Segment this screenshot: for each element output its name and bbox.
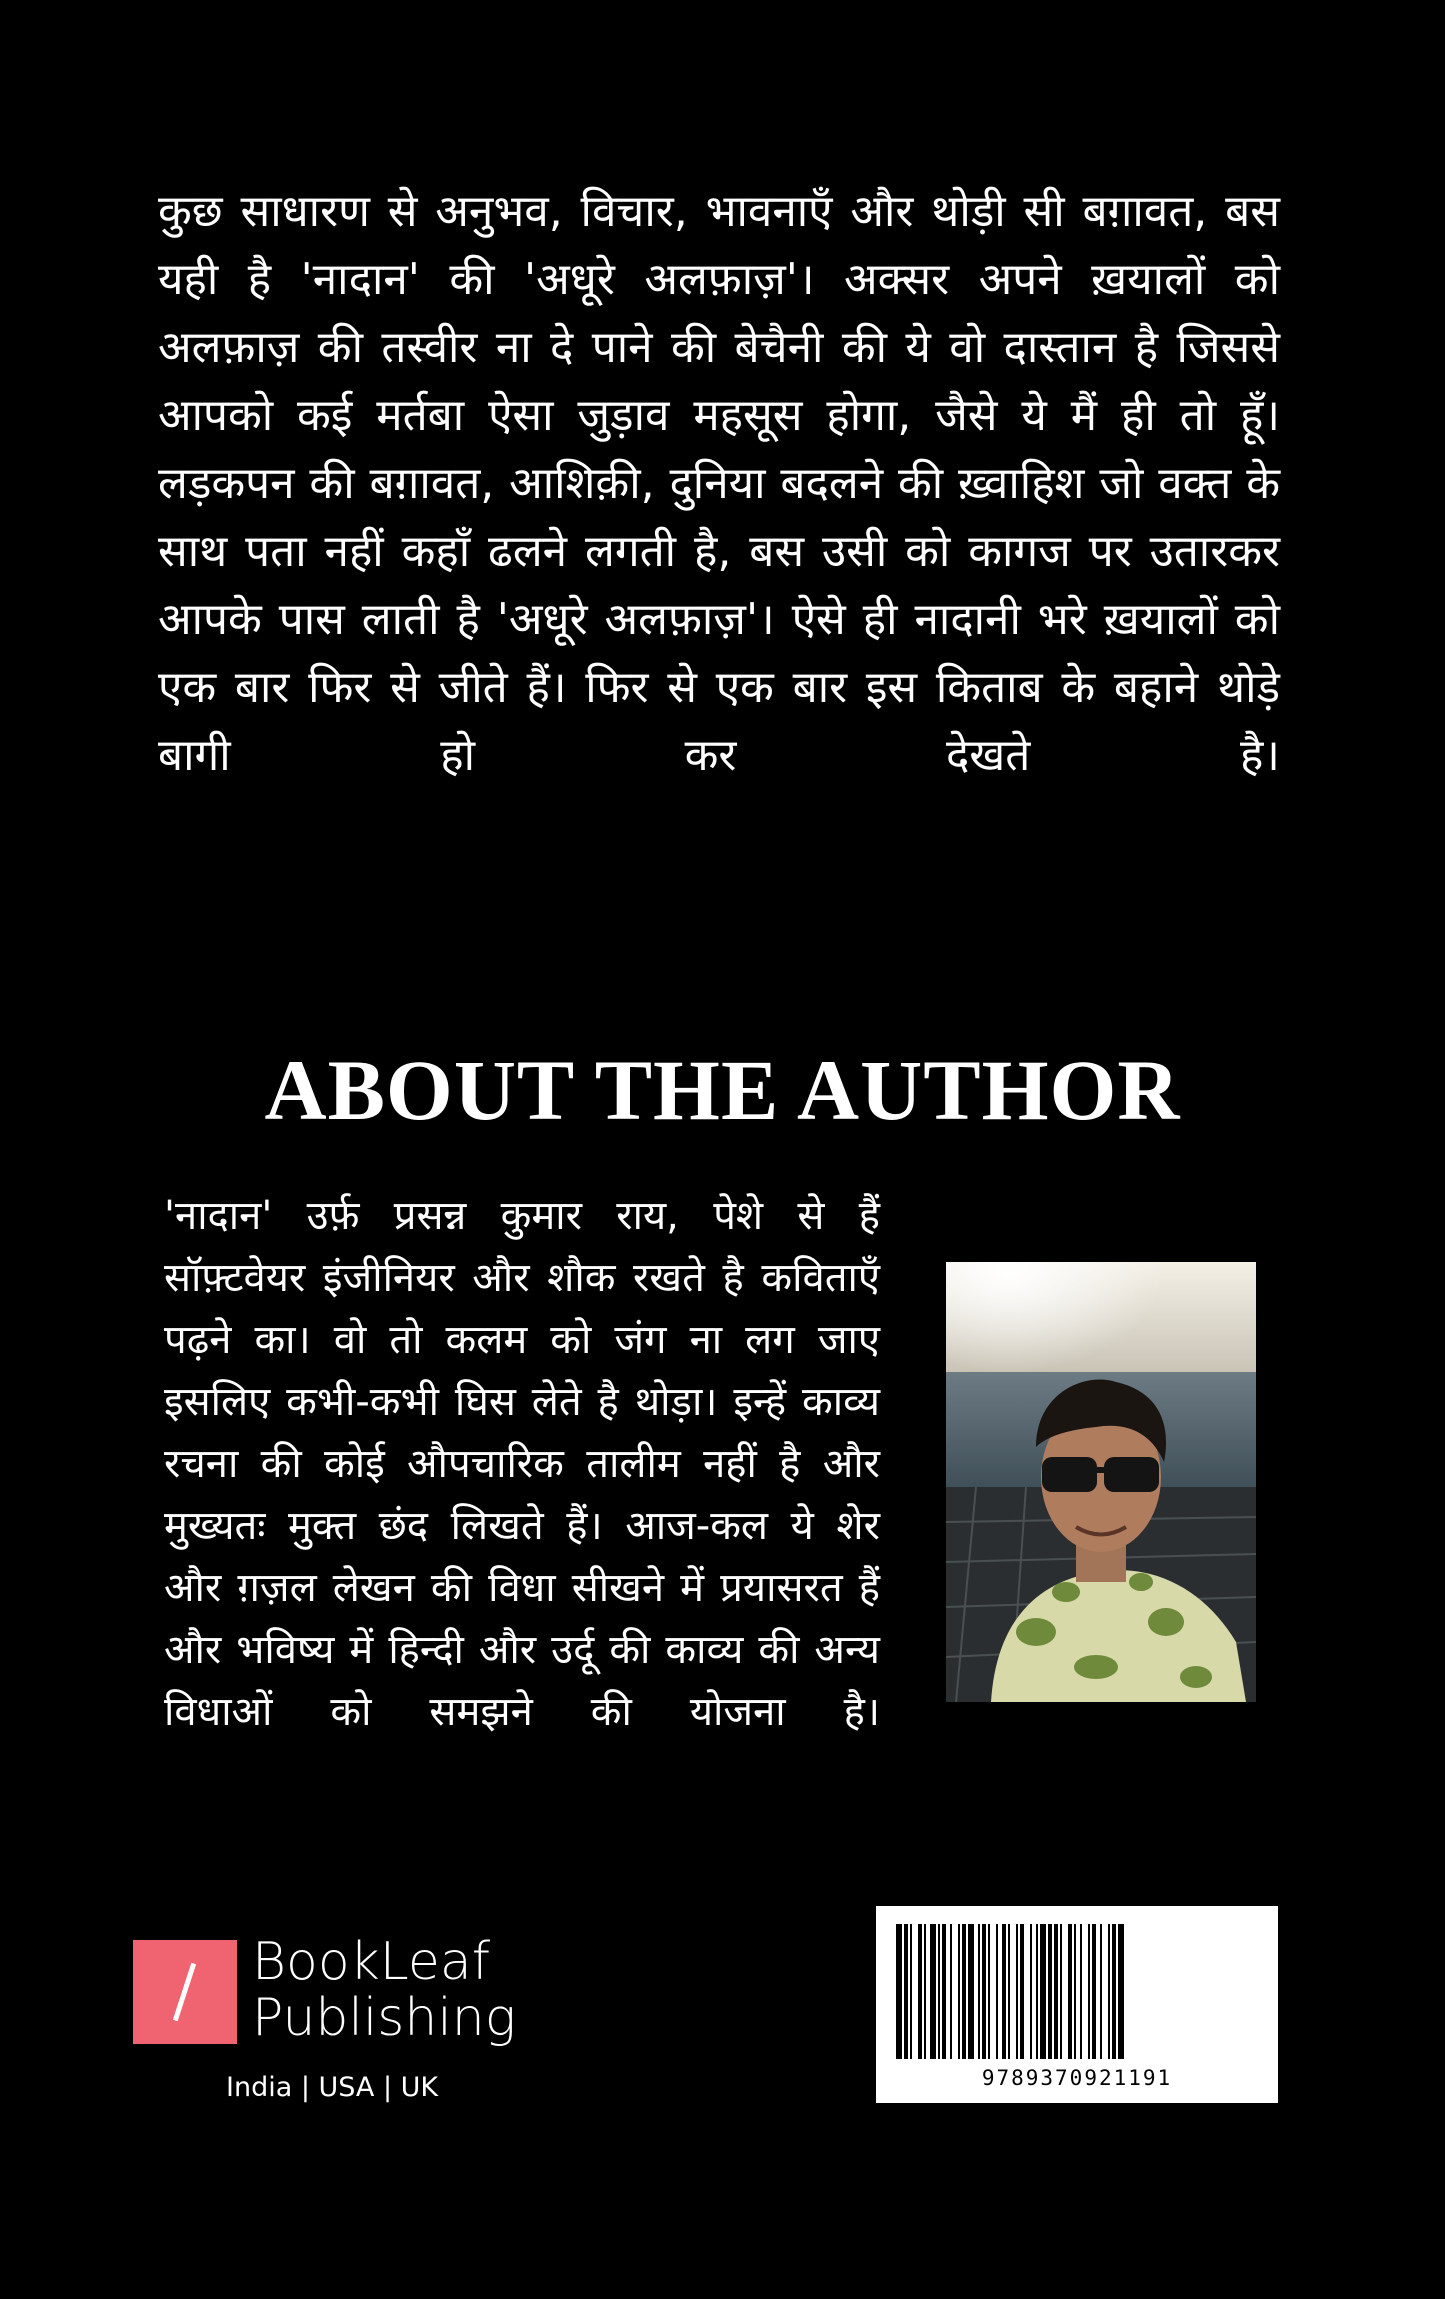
author-bio: 'नादान' उर्फ़ प्रसन्न कुमार राय, पेशे से हैं सॉफ़्टवेयर इंजीनियर और शौक रखते है कविताएँ पढ़ने का। वो तो कलम को जंग ना लग जाए इसलिए कभी-कभी घिस लेते है थोड़ा। इन्हें काव्य रचना की कोई औपचारिक तालीम नहीं है और मुख्यतः मुक्त छंद लिखते हैं। आज-कल ये शेर और ग़ज़ल लेखन की विधा सीखने में प्रयासरत हैं और भविष्य में हिन्दी और उर्दू की काव्य की अन्य विधाओं को समझने की योजना है। [164, 1193, 880, 1735]
book-blurb: कुछ साधारण से अनुभव, विचार, भावनाएँ और थोड़ी सी बग़ावत, बस यही है 'नादान' की 'अधूरे अलफ़ाज़'। अक्सर अपने ख़यालों को अलफ़ाज़ की तस्वीर ना दे पाने की बेचैनी की ये वो दास्तान है जिससे आपको कई मर्तबा ऐसा जुड़ाव महसूस होगा, जैसे ये मैं ही तो हूँ। लड़कपन की बग़ावत, आशिक़ी, दुनिया बदलने की ख़्वाहिश जो वक्त के साथ पता नहीं कहाँ ढलने लगती है, बस उसी को कागज पर उतारकर आपके पास लाती है 'अधूरे अलफ़ाज़'। ऐसे ही नादानी भरे ख़यालों को एक बार फिर से जीते हैं। फिर से एक बार इस किताब के बहाने थोड़े बागी हो कर देखते है। [158, 186, 1280, 781]
publisher-name-line1: BookLeaf [252, 1932, 491, 1992]
isbn-number: 9789370921191 [981, 2066, 1173, 2090]
about-author-heading: ABOUT THE AUTHOR [264, 1042, 1181, 1138]
slash-logo-icon [133, 1940, 237, 2044]
publisher-logo [133, 1932, 553, 2110]
isbn-barcode [876, 1906, 1278, 2103]
barcode-bars-graphic [896, 1924, 1256, 2059]
publisher-name-line2: Publishing [252, 1988, 516, 2048]
author-photo [946, 1262, 1256, 1702]
publisher-regions: India | USA | UK [226, 2072, 439, 2103]
